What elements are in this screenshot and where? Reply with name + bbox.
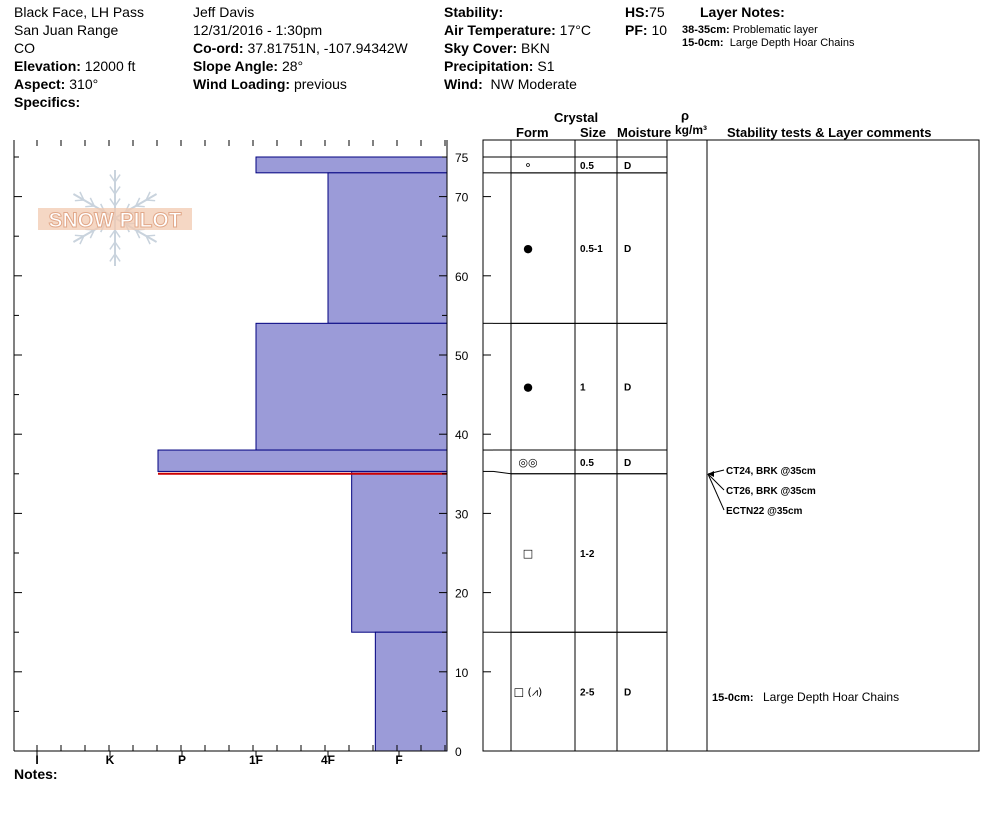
state-name: CO [14,40,35,56]
hardness-tick-label: F [395,753,403,767]
layer-comment-text: Large Depth Hoar Chains [763,690,900,704]
observation-datetime: 12/31/2016 - 1:30pm [193,22,323,38]
hardness-bar [158,450,447,471]
specifics-label: Specifics: [14,94,81,110]
crystal-header: Crystal [554,110,599,125]
logo-text: SNOW PILOT [48,209,182,232]
layer-notes-title: Layer Notes: [700,4,785,20]
hs-value: 75 [649,4,665,20]
wind-loading-value: previous [293,76,347,92]
moisture-header: Moisture [617,125,672,140]
depth-tick-label: 40 [455,428,469,443]
depth-tick-label: 75 [455,151,469,165]
sky-value: BKN [521,40,550,56]
depth-tick-label: 70 [455,190,469,205]
snowpilot-logo [38,170,192,266]
moisture-value: D [624,382,632,394]
aspect-value: 310° [69,76,99,92]
snowflake-branch [146,235,155,236]
snowflake-branch [75,200,84,201]
size-header: Size [580,125,607,140]
observer-name: Jeff Davis [193,4,255,20]
grain-size: 1-2 [580,549,595,560]
hardness-bar [328,173,447,323]
layer-note-1-text: Problematic layer [732,24,818,36]
depth-connector [493,471,511,473]
hardness-bar [352,471,447,632]
moisture-value: D [624,244,632,256]
air-temp-value: 17°C [559,22,591,38]
rounded-grain-icon: ● [523,242,533,256]
depth-tick-label: 60 [455,269,469,284]
rounded-grain-icon: ● [523,380,533,394]
grain-size: 2-5 [580,687,595,699]
layer-comment-range: 15-0cm: [712,692,754,704]
layer-table-frame [483,140,979,751]
density-rho-header: ρ [681,108,690,123]
elevation-label: Elevation: [14,58,81,74]
stability-test-arrow [708,474,724,510]
coord-value: 37.81751N, -107.94342W [247,40,408,56]
depth-tick-label: 20 [455,586,469,601]
wind-loading-label: Wind Loading: [193,76,291,92]
hardness-bar [256,323,447,450]
snowflake-branch [146,200,155,201]
slope-label: Slope Angle: [193,58,279,74]
hardness-tick-label: K [105,753,115,767]
notes-label: Notes: [14,766,58,782]
pf-label: PF: [625,22,648,38]
snowflake-branch [136,206,145,207]
melt-forms-icon: ◎◎ [518,455,538,469]
wind-value: NW Moderate [490,76,577,92]
slope-value: 28° [281,58,304,74]
stability-test-arrow [708,474,724,490]
depth-tick-label: 50 [455,349,469,363]
air-temp-label: Air Temperature: [444,22,556,38]
depth-tick-label: 10 [455,665,469,680]
precip-value: S1 [537,58,555,74]
grain-size: 0.5-1 [580,244,603,256]
precip-label: Precipitation: [444,58,534,74]
hardness-tick-label: 4F [320,753,336,767]
aspect-label: Aspect: [14,76,66,92]
form-header: Form [516,125,549,140]
range-name: San Juan Range [14,22,119,38]
hardness-bar [375,632,447,751]
depth-tick-label: 0 [455,745,462,759]
grain-size: 0.5 [580,457,594,469]
snowflake-branch [85,206,94,207]
moisture-value: D [624,160,632,172]
moisture-value: D [624,687,632,699]
hardness-tick-label: P [177,753,187,767]
stability-label: Stability: [444,4,504,20]
faceted-icon: □ [522,547,534,560]
stability-test: CT24, BRK @35cm [726,466,816,477]
layer-note-2-range: 15-0cm: [682,37,724,49]
stability-test: CT26, BRK @35cm [726,486,816,497]
snowflake-branch [75,235,84,236]
layer-note-1-range: 38-35cm: [682,24,730,36]
grain-size: 1 [580,382,586,394]
stability-test: ECTN22 @35cm [726,506,803,517]
density-unit-header: kg/m³ [675,123,708,137]
pf-value: 10 [651,22,668,38]
coord-label: Co-ord: [193,40,244,56]
depth-tick-label: 30 [455,507,469,522]
hardness-tick-label: 1F [248,753,264,767]
elevation-value: 12000 ft [84,58,136,74]
stability-header: Stability tests & Layer comments [727,125,932,140]
location-name: Black Face, LH Pass [14,4,144,20]
hardness-bar [256,157,447,173]
wind-label: Wind: [444,76,483,92]
depth-hoar-icon: □ (⩘) [513,685,543,699]
grain-size: 0.5 [580,160,594,172]
decomposing-icon: ⚬ [523,158,533,172]
sky-label: Sky Cover: [444,40,518,56]
hs-label: HS: [625,4,650,20]
moisture-value: D [624,457,632,469]
layer-note-2-text: Large Depth Hoar Chains [729,37,855,49]
hardness-tick-label: I [35,753,39,767]
